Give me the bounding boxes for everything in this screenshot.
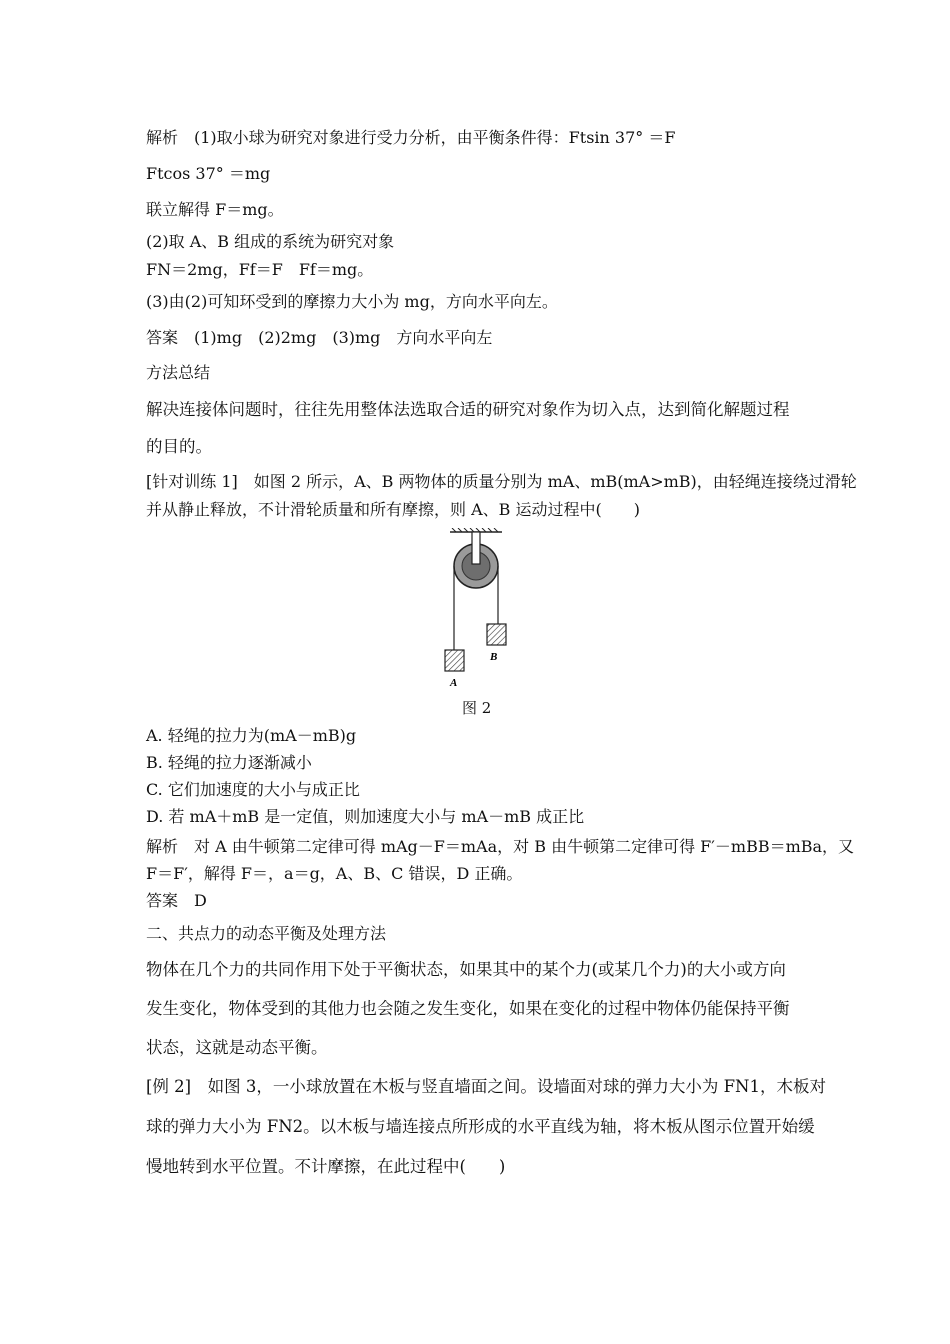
line-4: (2)取 A、B 组成的系统为研究对象 (146, 232, 395, 251)
line-3: 联立解得 F＝mg。 (146, 200, 284, 219)
analysis-line-1: 解析 对 A 由牛顿第二定律可得 mAg－F＝mAa，对 B 由牛顿第二定律可得 F′－mBB＝mBa，又 (146, 837, 855, 856)
exercise-line-2: 并从静止释放，不计滑轮质量和所有摩擦，则 A、B 运动过程中( ) (146, 500, 640, 519)
option-b: B. 轻绳的拉力逐渐减小 (146, 753, 312, 772)
line-2: Ftcos 37° ＝mg (146, 164, 271, 183)
exercise-line-1: [针对训练 1] 如图 2 所示，A、B 两物体的质量分别为 mA、mB(mA>mB)，由轻绳连接绕过滑轮 (146, 472, 857, 491)
figure-caption: 图 2 (462, 699, 492, 717)
example-line-1: [例 2] 如图 3，一小球放置在木板与竖直墙面之间。设墙面对球的弹力大小为 FN1，木板对 (146, 1077, 826, 1096)
block-a (445, 650, 464, 671)
method-title: 方法总结 (146, 363, 211, 382)
example-line-2: 球的弹力大小为 FN2。以木板与墙连接点所形成的水平直线为轴，将木板从图示位置开始缓 (146, 1117, 815, 1136)
section-line-1: 物体在几个力的共同作用下处于平衡状态，如果其中的某个力(或某几个力)的大小或方向 (146, 960, 786, 979)
label-b: B (490, 651, 498, 663)
section-line-2: 发生变化，物体受到的其他力也会随之发生变化，如果在变化的过程中物体仍能保持平衡 (146, 999, 790, 1018)
option-a: A. 轻绳的拉力为(mA－mB)g (146, 726, 357, 745)
section-line-3: 状态，这就是动态平衡。 (146, 1038, 328, 1057)
method-line-1: 解决连接体问题时，往往先用整体法选取合适的研究对象作为切入点，达到简化解题过程 (146, 400, 790, 419)
block-b (487, 624, 506, 645)
line-5: FN＝2mg，Ff＝F Ff＝mg。 (146, 260, 374, 279)
pulley-figure (438, 528, 518, 698)
answer-2: 答案 D (146, 891, 207, 910)
label-a: A (450, 677, 458, 689)
section-title: 二、共点力的动态平衡及处理方法 (146, 924, 387, 943)
method-line-2: 的目的。 (146, 437, 212, 456)
option-c: C. 它们加速度的大小与成正比 (146, 780, 360, 799)
pulley-icon (454, 532, 498, 588)
option-d: D. 若 mA＋mB 是一定值，则加速度大小与 mA－mB 成正比 (146, 807, 585, 826)
analysis-line-2: F＝F′，解得 F＝，a＝g，A、B、C 错误，D 正确。 (146, 864, 523, 883)
example-line-3: 慢地转到水平位置。不计摩擦，在此过程中( ) (146, 1157, 506, 1176)
line-6: (3)由(2)可知环受到的摩擦力大小为 mg，方向水平向左。 (146, 292, 558, 311)
answer-1: 答案 (1)mg (2)2mg (3)mg 方向水平向左 (146, 328, 493, 347)
line-1: 解析 (1)取小球为研究对象进行受力分析，由平衡条件得：Ftsin 37° ＝F (146, 128, 676, 147)
